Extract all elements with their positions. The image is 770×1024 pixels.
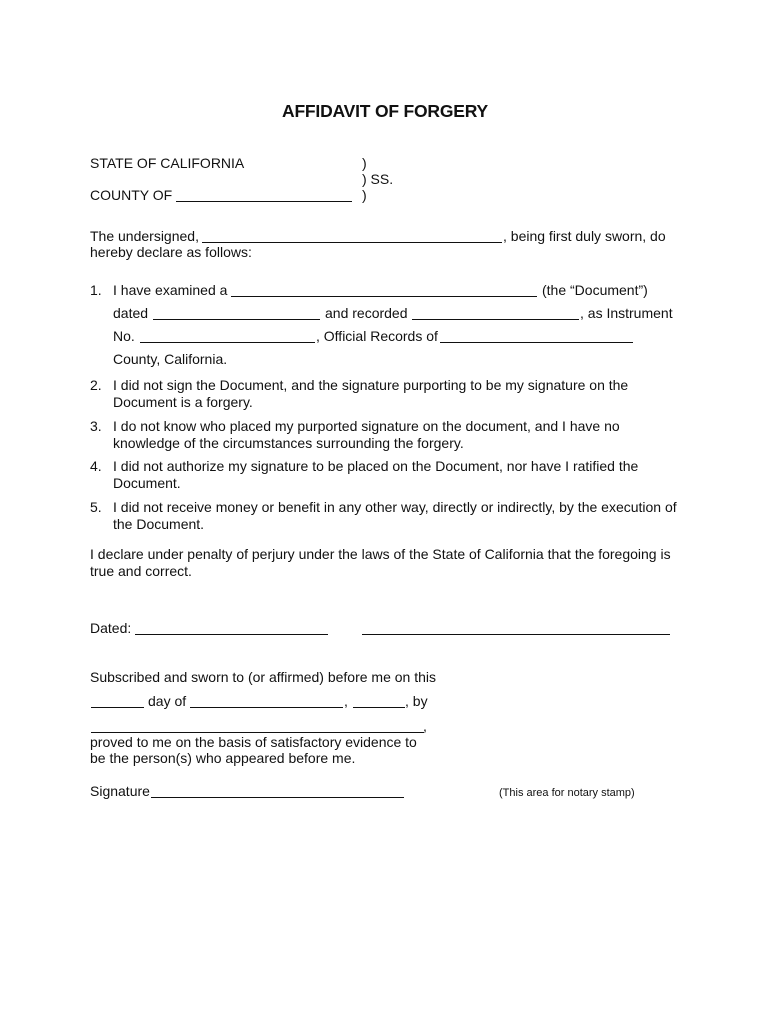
dated-word: dated bbox=[113, 305, 149, 321]
affiant-signature-line[interactable] bbox=[362, 622, 670, 635]
signature-label: Signature bbox=[90, 783, 150, 799]
and-recorded-word: and recorded bbox=[325, 305, 408, 321]
venue-paren-1: ) bbox=[362, 155, 367, 171]
item-2-number: 2. bbox=[90, 377, 102, 393]
notary-trailing-comma: , bbox=[423, 718, 427, 734]
notary-by-word: , by bbox=[405, 693, 428, 709]
item-1-text-b: (the “Document”) bbox=[542, 282, 648, 298]
notary-signature-line[interactable] bbox=[151, 785, 404, 798]
no-word: No. bbox=[113, 328, 135, 344]
notary-comma: , bbox=[344, 693, 348, 709]
county-field[interactable] bbox=[176, 189, 352, 202]
official-records-word: , Official Records of bbox=[316, 328, 438, 344]
venue-ss: ) SS. bbox=[362, 171, 394, 187]
intro-prefix: The undersigned, bbox=[90, 228, 199, 244]
intro-suffix: , being first duly sworn, do bbox=[503, 228, 666, 244]
notary-year-field[interactable] bbox=[353, 695, 405, 708]
declaration-text: I declare under penalty of perjury under the laws of the State of California that the foregoing is true and correct. bbox=[90, 546, 671, 579]
item-1-number: 1. bbox=[90, 282, 102, 298]
dated-label: Dated: bbox=[90, 620, 132, 636]
document-date-field[interactable] bbox=[153, 307, 320, 320]
intro-line2: hereby declare as follows: bbox=[90, 244, 252, 260]
venue-paren-3: ) bbox=[362, 187, 367, 203]
notary-day-field[interactable] bbox=[91, 695, 144, 708]
item-2-text: I did not sign the Document, and the signature purporting to be my signature on the Document is a forgery. bbox=[113, 377, 629, 410]
instrument-number-field[interactable] bbox=[140, 330, 315, 343]
notary-person-field[interactable] bbox=[91, 720, 424, 733]
state-label: STATE OF CALIFORNIA bbox=[90, 155, 245, 171]
document-title: AFFIDAVIT OF FORGERY bbox=[282, 101, 488, 121]
item-5-number: 5. bbox=[90, 499, 102, 515]
affiant-name-field[interactable] bbox=[202, 230, 502, 243]
item-3-number: 3. bbox=[90, 418, 102, 434]
item-4-number: 4. bbox=[90, 458, 102, 474]
notary-stamp-note: (This area for notary stamp) bbox=[499, 787, 635, 799]
as-instrument-word: , as Instrument bbox=[580, 305, 673, 321]
item-5-text: I did not receive money or benefit in any other way, directly or indirectly, by the execution of the Document. bbox=[113, 499, 677, 532]
recorded-date-field[interactable] bbox=[412, 307, 579, 320]
county-label: COUNTY OF bbox=[90, 187, 173, 203]
item-4-text: I did not authorize my signature to be placed on the Document, nor have I ratified the Document. bbox=[113, 458, 639, 491]
document-type-field[interactable] bbox=[231, 284, 537, 297]
item-3-text: I do not know who placed my purported signature on the document, and I have no knowledge of the circumstances surrounding the forgery. bbox=[113, 418, 620, 451]
dated-field[interactable] bbox=[135, 622, 328, 635]
county-california-text: County, California. bbox=[113, 351, 228, 367]
proved-line-2: be the person(s) who appeared before me. bbox=[90, 750, 356, 766]
proved-line-1: proved to me on the basis of satisfactory evidence to bbox=[90, 734, 417, 750]
notary-month-field[interactable] bbox=[190, 695, 343, 708]
records-county-field[interactable] bbox=[440, 330, 633, 343]
item-1-text-a: I have examined a bbox=[113, 282, 228, 298]
notary-line-1: Subscribed and sworn to (or affirmed) before me on this bbox=[90, 669, 437, 685]
day-of-word: day of bbox=[148, 693, 187, 709]
